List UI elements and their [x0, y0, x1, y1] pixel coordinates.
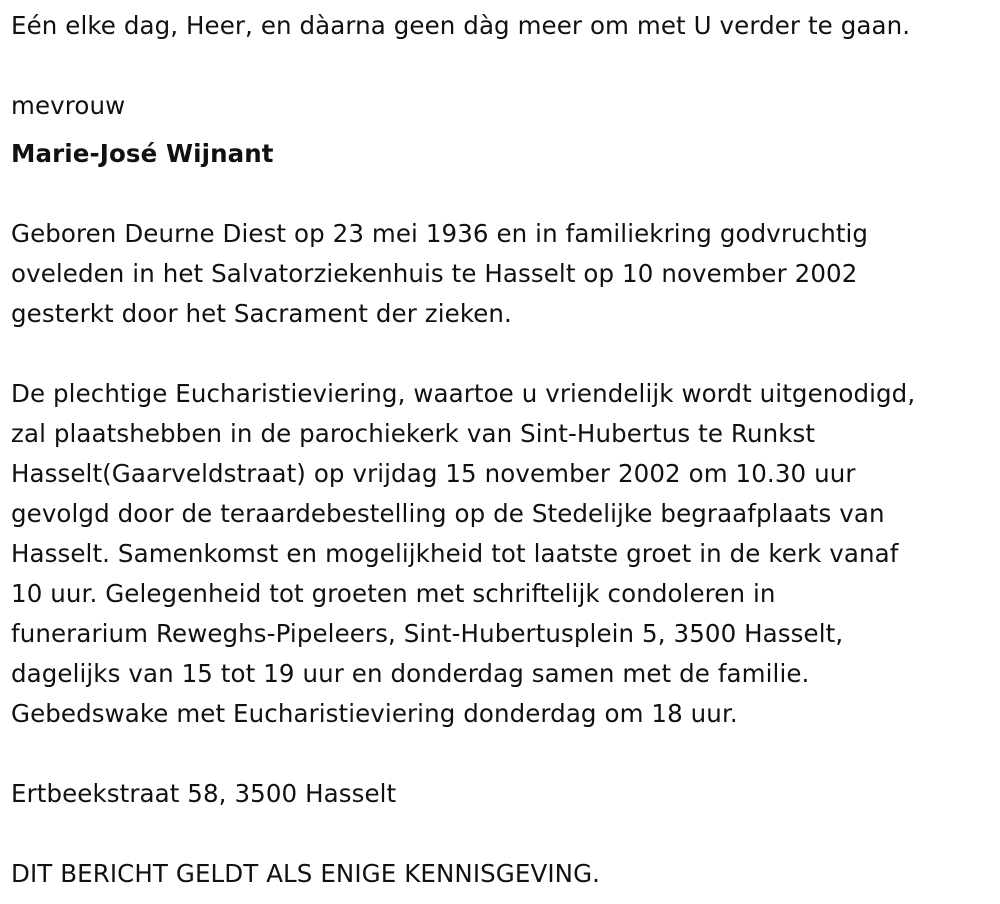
- ceremony-line: zal plaatshebben in de parochiekerk van Sint-Hubertus te Runkst: [11, 419, 816, 448]
- ceremony-line: Hasselt(Gaarveldstraat) op vrijdag 15 november 2002 om 10.30 uur: [11, 459, 856, 488]
- ceremony-line: dagelijks van 15 tot 19 uur en donderdag samen met de familie.: [11, 659, 810, 688]
- ceremony-line: funerarium Reweghs-Pipeleers, Sint-Hubertusplein 5, 3500 Hasselt,: [11, 619, 844, 648]
- ceremony-line: gevolgd door de teraardebestelling op de Stedelijke begraafplaats van: [11, 499, 885, 528]
- birth-death-line: gesterkt door het Sacrament der zieken.: [11, 299, 512, 328]
- sole-notice-statement: DIT BERICHT GELDT ALS ENIGE KENNISGEVING.: [11, 859, 601, 888]
- birth-death-line: oveleden in het Salvatorziekenhuis te Hasselt op 10 november 2002: [11, 259, 858, 288]
- home-address: Ertbeekstraat 58, 3500 Hasselt: [11, 779, 397, 808]
- ceremony-line: Gebedswake met Eucharistieviering donderdag om 18 uur.: [11, 699, 738, 728]
- honorific-title: mevrouw: [11, 91, 126, 120]
- ceremony-line: Hasselt. Samenkomst en mogelijkheid tot laatste groet in de kerk vanaf: [11, 539, 899, 568]
- ceremony-paragraph: [11, 374, 915, 734]
- ceremony-line: De plechtige Eucharistieviering, waartoe u vriendelijk wordt uitgenodigd,: [11, 379, 916, 408]
- motto-line: Eén elke dag, Heer, en dàarna geen dàg meer om met U verder te gaan.: [11, 11, 911, 40]
- deceased-name: Marie-José Wijnant: [11, 139, 274, 168]
- birth-death-paragraph: [11, 214, 868, 334]
- ceremony-line: 10 uur. Gelegenheid tot groeten met schriftelijk condoleren in: [11, 579, 776, 608]
- birth-death-line: Geboren Deurne Diest op 23 mei 1936 en in familiekring godvruchtig: [11, 219, 869, 248]
